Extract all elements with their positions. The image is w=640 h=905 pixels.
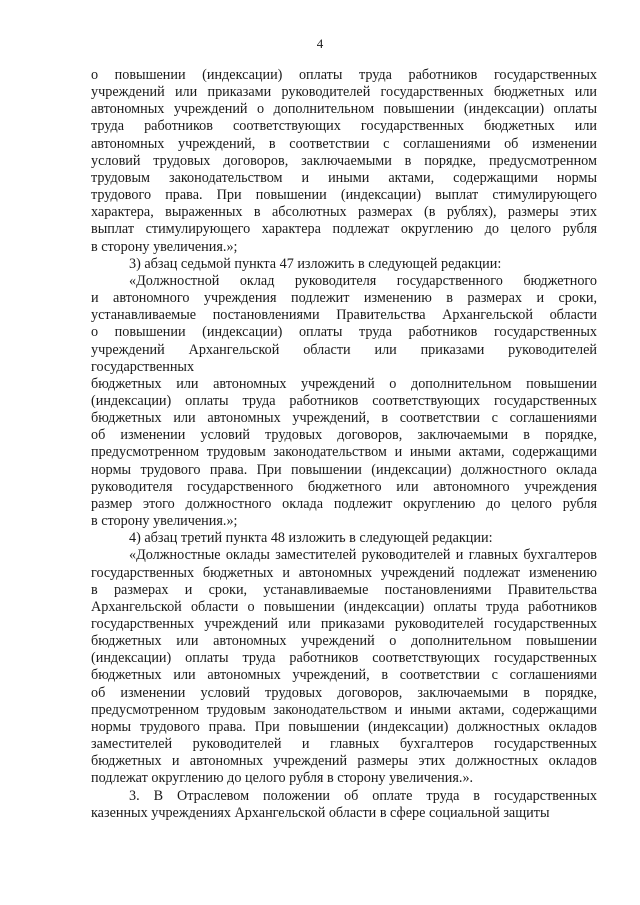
text-line: условий трудовых договоров, заключаемыми в порядке, предусмотренном	[91, 152, 597, 169]
text-line: характера, выраженных в абсолютных размерах (в рублях), размеры этих	[91, 204, 597, 221]
document-body	[91, 67, 597, 822]
text-line: об изменении условий трудовых договоров, заключаемыми в порядке,	[91, 427, 597, 444]
text-line: о повышении (индексации) оплаты труда работников государственных	[91, 324, 597, 341]
text-line: подлежат округлению до целого рубля в сторону увеличения.».	[91, 770, 474, 787]
text-line: бюджетных или автономных учреждений о дополнительном повышении	[91, 633, 597, 650]
text-line: Архангельской области о повышении (индексации) оплаты труда работников	[91, 598, 597, 615]
text-line: труда работников соответствующих государственных бюджетных или	[91, 118, 597, 135]
text-line: и автономного учреждения подлежит изменению в размерах и сроки,	[91, 290, 597, 307]
text-line: (индексации) оплаты труда работников соответствующих государственных	[91, 392, 597, 409]
text-line: казенных учреждениях Архангельской области в сфере социальной защиты	[91, 804, 550, 821]
text-line: нормы трудового права. При повышении (индексации) должностного оклада	[91, 461, 597, 478]
text-line: размер этого должностного оклада подлежит округлению до целого рубля	[91, 495, 597, 512]
text-line: бюджетных или автономных учреждений, в соответствии с соглашениями	[91, 667, 597, 684]
text-line: устанавливаемые постановлениями Правительства Архангельской области	[91, 307, 597, 324]
text-line: 3) абзац седьмой пункта 47 изложить в следующей редакции:	[129, 255, 502, 272]
text-line: в размерах и сроки, устанавливаемые постановлениями Правительства	[91, 581, 597, 598]
text-line: в сторону увеличения.»;	[91, 513, 238, 530]
text-line: бюджетных или автономных учреждений о дополнительном повышении	[91, 375, 597, 392]
text-line: в сторону увеличения.»;	[91, 238, 238, 255]
text-line: руководителя государственного бюджетного или автономного учреждения	[91, 478, 597, 495]
text-line: о повышении (индексации) оплаты труда работников государственных	[91, 67, 597, 83]
text-line: трудовым законодательством и иными актами, содержащими нормы	[91, 169, 597, 186]
text-line: трудового права. При повышении (индексации) выплат стимулирующего	[91, 187, 597, 204]
text-line: бюджетных и автономных учреждений размеры этих должностных окладов	[91, 753, 597, 770]
text-line: автономных учреждений о дополнительном повышении (индексации) оплаты	[91, 101, 597, 118]
text-line: государственных учреждений или приказами руководителей государственных	[91, 616, 597, 632]
text-line: предусмотренном трудовым законодательством и иными актами, содержащими	[91, 444, 597, 461]
text-line: 4) абзац третий пункта 48 изложить в следующей редакции:	[129, 530, 493, 547]
text-line: «Должностные оклады заместителей руководителей и главных бухгалтеров	[129, 547, 597, 564]
text-line: учреждений Архангельской области или приказами руководителей государственных	[91, 341, 597, 375]
text-line: 3. В Отраслевом положении об оплате труда в государственных	[129, 787, 597, 804]
page-number: 4	[316, 36, 324, 51]
text-line: нормы трудового права. При повышении (индексации) должностных окладов	[91, 718, 597, 735]
text-line: заместителей руководителей и главных бухгалтеров государственных	[91, 736, 597, 753]
text-line: предусмотренном трудовым законодательством и иными актами, содержащими	[91, 701, 597, 718]
text-line: учреждений или приказами руководителей государственных бюджетных или	[91, 84, 597, 101]
text-line: «Должностной оклад руководителя государственного бюджетного	[129, 272, 597, 289]
text-line: (индексации) оплаты труда работников соответствующих государственных	[91, 650, 597, 667]
text-line: автономных учреждений, в соответствии с соглашениями об изменении	[91, 135, 597, 152]
text-line: бюджетных или автономных учреждений, в соответствии с соглашениями	[91, 410, 597, 427]
text-line: государственных бюджетных и автономных учреждений подлежат изменению	[91, 564, 597, 581]
text-line: об изменении условий трудовых договоров, заключаемыми в порядке,	[91, 684, 597, 701]
text-line: выплат стимулирующего характера подлежат округлению до целого рубля	[91, 221, 597, 238]
